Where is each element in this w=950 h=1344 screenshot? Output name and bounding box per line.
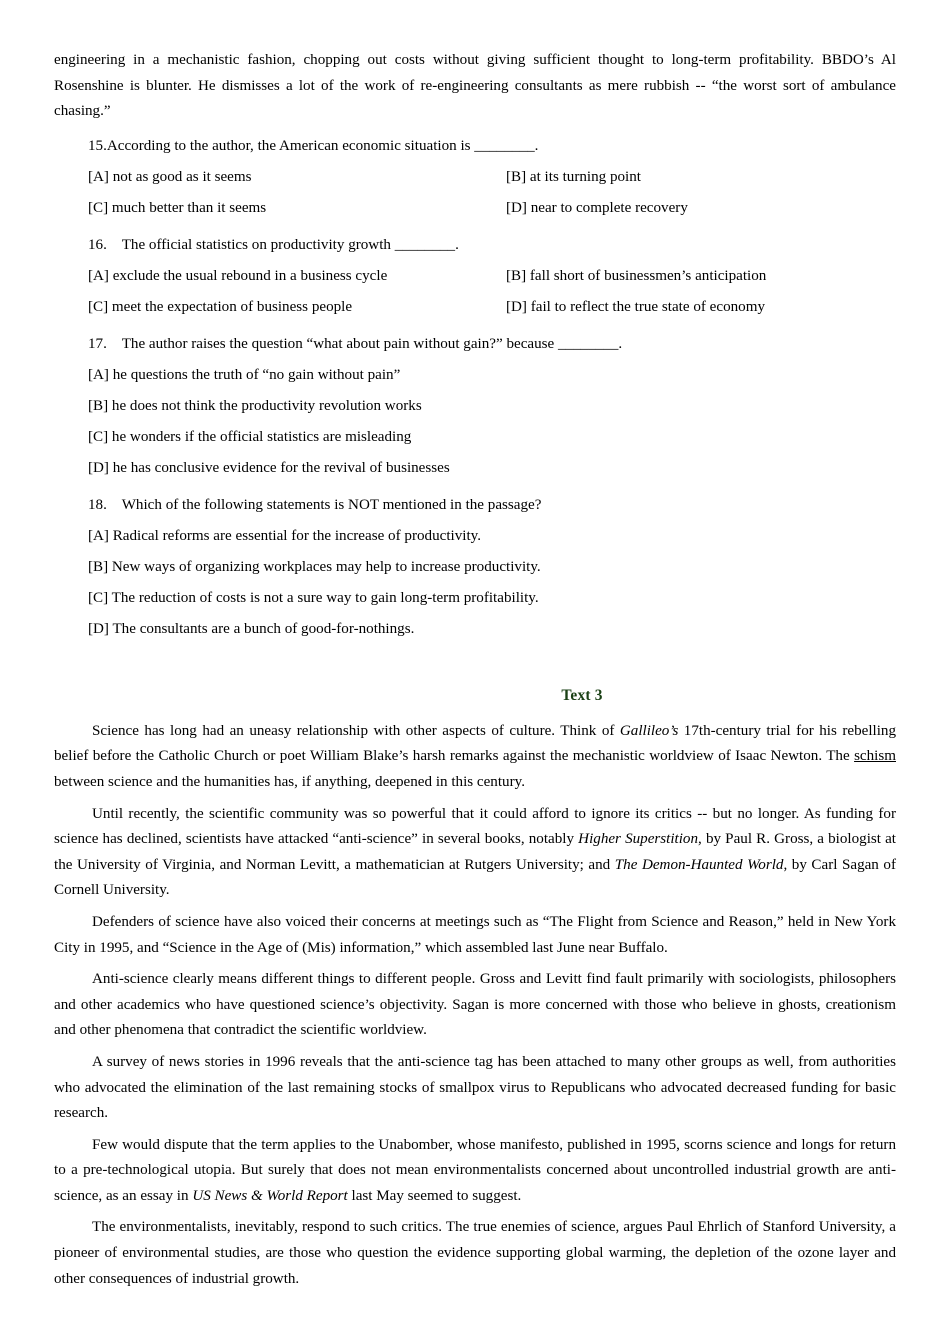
text3-paragraph-7: The environmentalists, inevitably, respond to such critics. The true enemies of science, argues Paul Ehrlich of Stanford University, a pioneer of environmental studies, are those who question the evidence supporting global warming, the depletion of the ozone layer and other consequences of industrial growth.	[54, 1219, 896, 1287]
text3-paragraph-2	[54, 802, 896, 904]
p2-italic-demon-haunted-world: The Demon-Haunted World	[614, 856, 784, 873]
question-18-option-a[interactable]: [A] Radical reforms are essential for the increase of productivity.	[88, 527, 481, 544]
text3-paragraph-5: A survey of news stories in 1996 reveals that the anti-science tag has been attached to many other groups as well, from authorities who advocated the elimination of the last remaining stocks of smallpox virus to Republicans who advocated decreased funding for basic research.	[54, 1053, 896, 1122]
question-17	[54, 329, 896, 484]
question-18-option-c[interactable]: [C] The reduction of costs is not a sure way to gain long-term profitability.	[88, 589, 539, 606]
text3-heading-container	[54, 687, 896, 705]
page-content	[54, 48, 896, 1292]
p2-segment-c: , by Carl Sagan of Cornell University.	[54, 856, 896, 899]
p6-italic-us-news: US News & World Report	[192, 1187, 348, 1204]
question-16	[54, 230, 896, 323]
text3-paragraph-3: Defenders of science have also voiced their concerns at meetings such as “The Flight from Science and Reason,” held in New York City in 1995, and “Science in the Age of (Mis) information,” which assembled last June near Buffalo.	[54, 913, 896, 956]
question-18-stem: 18. Which of the following statements is NOT mentioned in the passage?	[88, 496, 542, 513]
question-16-option-d[interactable]: [D] fail to reflect the true state of economy	[506, 298, 765, 315]
question-15-stem: 15.According to the author, the American economic situation is ________.	[88, 137, 539, 154]
text3-paragraph-6	[54, 1133, 896, 1210]
intro-paragraph: engineering in a mechanistic fashion, chopping out costs without giving sufficient thought to long-term profitability. BBDO’s Al Rosenshine is blunter. He dismisses a lot of the work of re-engineering consultants as mere rubbish -- “the worst sort of ambulance chasing.”	[54, 52, 896, 120]
question-17-option-d[interactable]: [D] he has conclusive evidence for the revival of businesses	[88, 459, 450, 476]
question-17-option-c[interactable]: [C] he wonders if the official statistics are misleading	[88, 428, 412, 445]
p6-segment-b: last May seemed to suggest.	[347, 1187, 522, 1204]
question-18	[54, 490, 896, 645]
question-16-option-a[interactable]: [A] exclude the usual rebound in a business cycle	[88, 267, 388, 284]
text3-paragraph-4: Anti-science clearly means different things to different people. Gross and Levitt find fault primarily with sociologists, philosophers and other academics who have questioned science’s objectivity. Sagan is more concerned with those who believe in ghosts, creationism and other phenomena that contradict the scientific worldview.	[54, 971, 896, 1039]
question-17-option-b[interactable]: [B] he does not think the productivity revolution works	[88, 397, 422, 414]
p1-segment-c: between science and the humanities has, if anything, deepened in this century.	[54, 773, 525, 790]
question-16-option-b[interactable]: [B] fall short of businessmen’s anticipation	[506, 267, 767, 284]
question-15-options-row-1	[54, 162, 896, 193]
p2-segment-a: Until recently, the scientific community was so powerful that it could afford to ignore its critics -- but no longer. As funding for science has declined, scientists have attacked “anti-science” in several books, notably	[54, 805, 896, 848]
question-17-stem: 17. The author raises the question “what about pain without gain?” because ________.	[88, 335, 623, 352]
question-15-option-d[interactable]: [D] near to complete recovery	[506, 199, 688, 216]
question-18-option-b[interactable]: [B] New ways of organizing workplaces may help to increase productivity.	[88, 558, 541, 575]
p6-segment-a: Few would dispute that the term applies to the Unabomber, whose manifesto, published in 1995, scorns science and longs for return to a pre-technological utopia. But surely that does not mean environmentalists concerned about uncontrolled industrial growth are anti-science, as an essay in	[54, 1136, 896, 1204]
question-15-options-row-2	[54, 193, 896, 224]
text3-passage	[54, 719, 896, 1292]
question-16-stem: 16. The official statistics on productivity growth ________.	[88, 236, 459, 253]
question-16-options-row-1	[54, 261, 896, 292]
p1-segment-a: Science has long had an uneasy relationship with other aspects of culture. Think of	[92, 722, 620, 739]
question-18-option-d[interactable]: [D] The consultants are a bunch of good-for-nothings.	[88, 620, 415, 637]
question-15-option-a[interactable]: [A] not as good as it seems	[88, 168, 252, 185]
question-16-options-row-2	[54, 292, 896, 323]
question-17-option-a[interactable]: [A] he questions the truth of “no gain without pain”	[88, 366, 401, 383]
p2-segment-b: , by Paul R. Gross, a biologist at the University of Virginia, and Norman Levitt, a mathematician at Rutgers University; and	[54, 831, 896, 873]
p2-italic-higher-superstition: Higher Superstition	[578, 831, 699, 848]
text3-heading: Text 3	[561, 686, 603, 704]
p1-underline-schism: schism	[854, 748, 896, 765]
question-15-option-b[interactable]: [B] at its turning point	[506, 168, 641, 185]
p1-italic-gallileo: Gallileo’s	[619, 722, 679, 739]
p1-segment-b: 17th-century trial for his rebelling belief before the Catholic Church or poet William Blake’s harsh remarks against the mechanistic worldview of Isaac Newton. The	[54, 722, 897, 765]
question-16-option-c[interactable]: [C] meet the expectation of business people	[88, 298, 353, 315]
text3-paragraph-1	[54, 719, 896, 796]
question-15	[54, 131, 896, 224]
question-15-option-c[interactable]: [C] much better than it seems	[88, 199, 267, 216]
